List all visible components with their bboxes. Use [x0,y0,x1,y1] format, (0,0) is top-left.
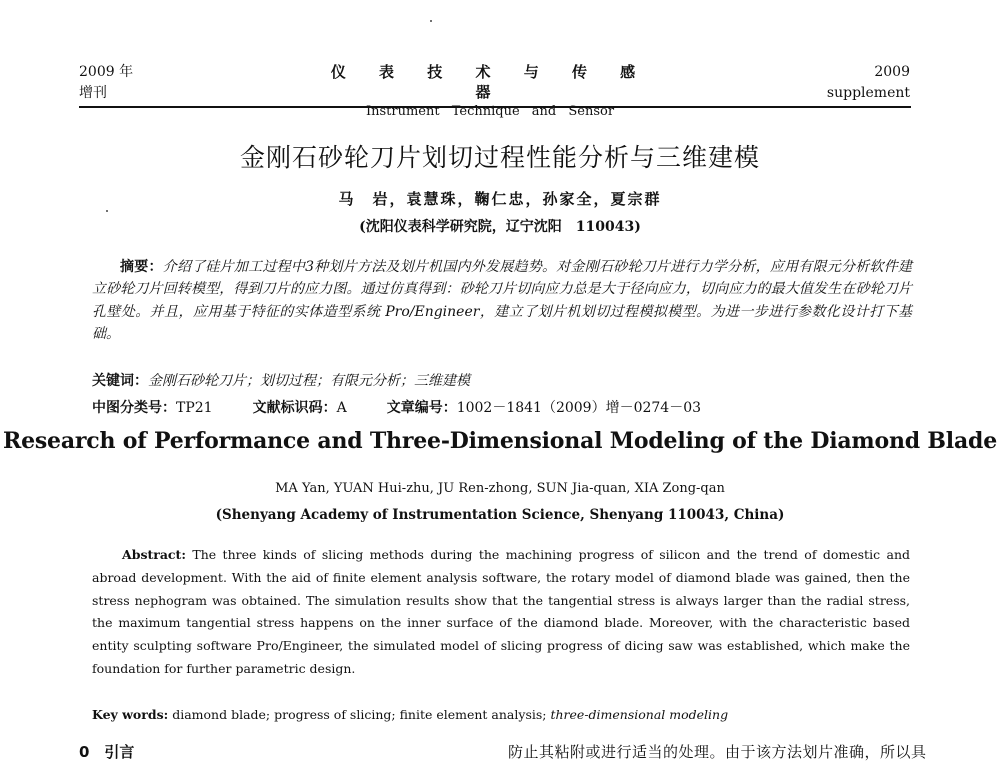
header-year-right: 2009 [874,64,910,80]
clc-label: 中图分类号： [92,400,176,416]
paper-title-en: Research of Performance and Three-Dimensional Modeling of the Diamond Blade [2,428,997,454]
keywords-cn-text: 金刚石砂轮刀片；划切过程；有限元分析；三维建模 [148,373,470,389]
journal-name-cn: 仪 表 技 术 与 传 感 器 [330,63,650,101]
keywords-en-text: diamond blade; progress of slicing; finite element analysis; [172,707,547,722]
header-rule [79,106,911,108]
authors-cn: 马 岩，袁慧珠，鞠仁忠，孙家全，夏宗群 [338,190,662,208]
abstract-en-text: The three kinds of slicing methods during the machining progress of silicon and the trend of domestic and abroad development. With the aid of finite element analysis software, the rotary model of diamond blade was gained, then the stress nephogram was obtained. The simulation results show that the tangential stress is always larger than the radial stress, the maximum tangential stress happens on the inner surface of the diamond blade. Moreover, with the characteristic based entity sculpting software Pro/Engineer, the simulated model of slicing progress of dicing saw was established, which make the foundation for further parametric design. [92,547,910,676]
abstract-cn-label: 摘要： [120,259,163,275]
header-journal [320,62,660,122]
speck-dot [106,210,108,212]
abstract-cn-text: 介绍了硅片加工过程中3种划片方法及划片机国内外发展趋势。对金刚石砂轮刀片进行力学分析，应用有限元分析软件建立砂轮刀片回转模型，得到刀片的应力图。通过仿真得到：砂轮刀片切向应力总是大于径向应力，切向应力的最大值发生在砂轮刀片孔壁处。并且，应用基于特征的实体造型系统 Pro/Engineer，建立了划片机划切过程模拟模型。为进一步进行参数化设计打下基础。 [92,259,913,343]
keywords-cn-label: 关键词： [92,373,148,389]
paper-title-cn: 金刚石砂轮刀片划切过程性能分析与三维建模 [239,143,760,172]
abstract-cn [92,256,912,346]
keywords-en-label: Key words: [92,707,169,722]
keywords-cn [92,370,470,390]
authors-en: MA Yan, YUAN Hui-zhu, JU Ren-zhong, SUN Jia-quan, XIA Zong-qan [275,481,725,496]
header-left [79,62,133,104]
speck-dot [430,20,432,22]
right-column-first-line: 防止其粘附或进行适当的处理。由于该方法划片准确，所以具 [508,743,927,761]
abstract-en-label: Abstract: [122,547,186,562]
doc-code-label: 文献标识码： [252,400,337,416]
article-no-value: 1002－1841（2009）增－0274－03 [456,400,702,416]
clc-value: TP21 [176,400,213,416]
header-year-left: 2009 年 [79,64,134,80]
affiliation-en: (Shenyang Academy of Instrumentation Science, Shenyang 110043, China) [215,507,785,523]
keywords-en-last: three-dimensional modeling [550,707,729,722]
header-right [827,62,910,104]
journal-name-en: Instrument Technique and Sensor [365,104,615,119]
keywords-en [92,707,728,722]
classification-line [92,397,922,417]
header-issue-right: supplement [826,85,910,101]
abstract-en [92,544,910,681]
doc-code-value: A [336,400,347,416]
article-no-label: 文章编号： [386,400,457,416]
affiliation-cn: (沈阳仪表科学研究院，辽宁沈阳 110043) [359,219,641,235]
header-issue-left: 增刊 [79,85,107,101]
section-heading-introduction: 0 引言 [79,743,135,761]
